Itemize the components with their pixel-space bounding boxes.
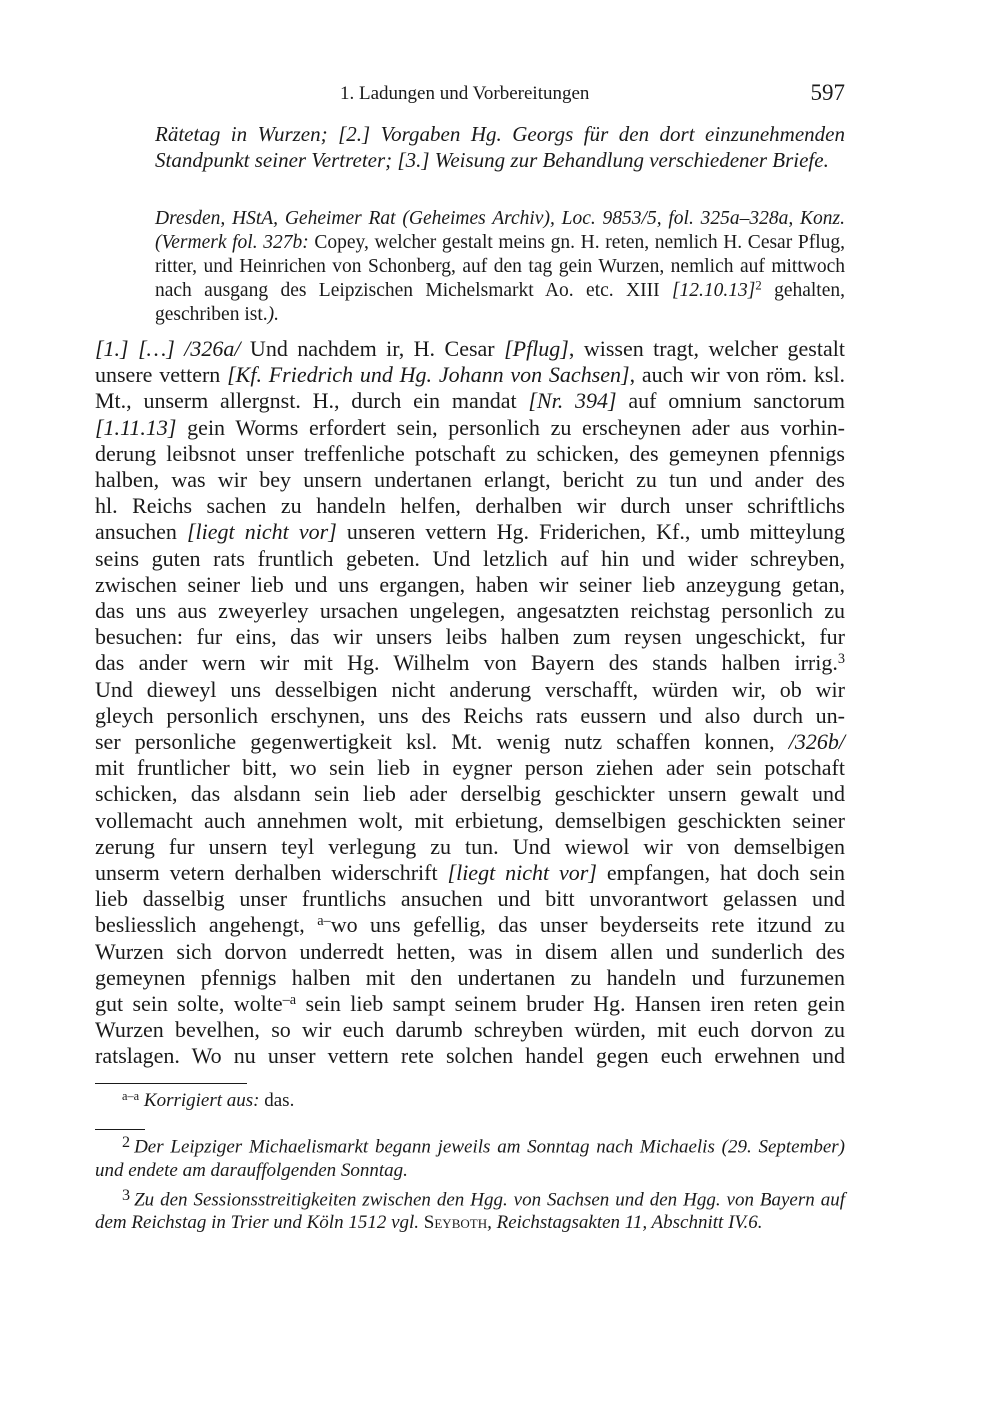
text-line: das uns aus zweyerley ursachen ungelegen, angesatzten reichstag personlich zu (95, 598, 845, 624)
text-line (95, 991, 845, 1017)
main-text (95, 336, 845, 1070)
text-line: gemeynen pfennigs halben mit den undertanen zu handeln und furzunemen (95, 964, 845, 990)
text-run: empfangen, hat doch sein (596, 860, 845, 886)
text-line (95, 388, 845, 414)
text-line: Wurzen bevelhen, so wir euch darumb schreyben würden, mit euch dorvon zu (95, 1017, 845, 1043)
text-run: besliesslich angehengt, (95, 912, 318, 938)
critical-text: das. (259, 1090, 295, 1111)
critical-apparatus-rule (95, 1083, 247, 1084)
text-run: ansuchen (95, 519, 187, 545)
critical-mark-close[interactable]: –a (282, 991, 297, 1008)
text-run: , auch wir von röm. ksl. (629, 362, 846, 388)
editorial-insert: [liegt nicht vor] (447, 860, 597, 886)
text-line (95, 650, 845, 676)
text-line: lieb dasselbig unser fruntlichs ansuchen und bitt unvorantwort gelassen und (95, 886, 845, 912)
text-run: , wissen tragt, welcher gestalt (568, 336, 845, 361)
footnote-ref-3[interactable]: 3 (837, 651, 845, 668)
endorsement-text: Copey, welcher gestalt meins gn. H. reten, nemlich H. Cesar Pflug, ritter, und Heinrichen von Schonberg, auf den tag gein Wurzen, nemlich auf mittwoch nach ausgang des Leipzischen Michelsmarkt Ao. etc. XIII (155, 232, 845, 301)
text-line: Und dieweyl uns desselbigen nicht anderung verschafft, würden wir, ob wir (95, 676, 845, 702)
text-line (95, 912, 845, 938)
text-run: ser personliche gegenwertigkeit ksl. Mt. wenig nutz schaffen konnen, (95, 729, 789, 755)
footnote-text: Zu den Sessionsstreitigkeiten zwischen den Hgg. von Sachsen und den Hgg. von Bayern auf dem Reichstag in Trier und Köln 1512 vgl. (95, 1189, 845, 1234)
text-run: unseren vettern Hg. Friderichen, Kf., umb mitteylung (336, 519, 846, 545)
text-line (95, 860, 845, 886)
endorsement-tail: gehalten, geschriben ist. (155, 280, 845, 325)
date-annotation: [12.10.13] (671, 280, 756, 301)
text-run: unserm vetern derhalben widerschrift (95, 860, 448, 886)
editorial-insert: [liegt nicht vor] (186, 519, 337, 545)
footnote-text: Der Leipziger Michaelismarkt begann jeweils am Sonntag nach Michaelis (29. September) und endete am darauffolgenden Sonntag. (95, 1136, 845, 1181)
text-run: gein Worms erfordert sein, personlich zu erscheynen ader aus vorhin- (176, 414, 845, 440)
footnote-ref-2[interactable]: 2 (755, 278, 762, 293)
text-line (95, 519, 845, 545)
text-line: mit fruntlicher bitt, wo sein lieb in eygner person ziehen ader sein potschaft (95, 755, 845, 781)
text-line: zerung fur unsern teyl verlegung zu tun. Und wiewol wir von demselbigen (95, 833, 845, 859)
document-regest: Rätetag in Wurzen; [2.] Vorgaben Hg. Georgs für den dort einzunehmenden Standpunkt seiner Vertreter; [3.] Weisung zur Behandlung verschiedener Briefe. (155, 122, 845, 172)
text-line (95, 362, 845, 388)
critical-label: Korrigiert aus: (143, 1090, 260, 1111)
critical-apparatus (122, 1089, 294, 1113)
text-run: Mt., unserm allergnst. H., durch ein mandat (95, 388, 529, 414)
text-run: das ander wern wir mit Hg. Wilhelm von Bayern des stands halben irrig. (95, 650, 838, 676)
editorial-insert: [1.11.13] (95, 414, 177, 440)
text-line: halben, was wir bey unsern undertanen erlangt, bericht zu tun und ander des (95, 467, 845, 493)
text-line: ratslagen. Wo nu unser vettern rete solchen handel gegen euch erwehnen und (95, 1043, 845, 1069)
text-line: seins guten rats fruntlich gebeten. Und letzlich auf hin und wider schreyben, (95, 545, 845, 571)
text-run: auf omnium sanctorum (616, 388, 845, 414)
archive-reference: Dresden, HStA, Geheimer Rat (Geheimes Archiv), Loc. 9853/5, fol. 325a–328a, Konz. (Vermerk fol. 327b: (155, 208, 845, 253)
text-line: besuchen: fur eins, das wir unsers leibs halben zum reysen ungeschickt, fur (95, 624, 845, 650)
text-line: gleych personlich erschynen, uns des Reichs rats eussern und also durch un- (95, 702, 845, 728)
text-line: derung leibsnot unser treffenliche potschaft zu schicken, des gemeynen pfennigs (95, 440, 845, 466)
running-title: 1. Ladungen und Vorbereitungen (340, 83, 590, 104)
text-line (95, 729, 845, 755)
footnote-number: 3 (122, 1186, 131, 1204)
folio-marker: /326b/ (788, 729, 845, 755)
footnote-number: 2 (122, 1134, 131, 1151)
footnote-3 (95, 1184, 845, 1235)
footnote-text: , Reichstagsakten 11, Abschnitt IV.6. (487, 1212, 763, 1234)
endorsement-close: ). (267, 304, 280, 325)
text-line (95, 415, 845, 441)
text-line: vollemacht auch annehmen wolt, mit erbietung, demselbigen geschickten seiner (95, 807, 845, 833)
folio-marker: [1.] […] /326a/ (95, 336, 241, 361)
text-run: wo uns gefellig, das unser beyderseits rete itzund zu (330, 912, 845, 938)
text-line: hl. Reichs sachen zu handeln helfen, derhalben wir durch unser schriftlichs (95, 493, 845, 519)
page-header (95, 80, 845, 110)
footnotes (95, 1131, 845, 1236)
text-line (95, 336, 845, 362)
footnote-author: Seyboth (423, 1212, 488, 1234)
text-run: unsere vettern (95, 362, 228, 388)
source-note (155, 207, 845, 327)
editorial-insert: [Kf. Friedrich und Hg. Johann von Sachsen] (227, 362, 630, 388)
text-run: sein lieb sampt seinem bruder Hg. Hansen iren reten gein (296, 991, 845, 1017)
page-number: 597 (810, 80, 845, 105)
footnote-rule (95, 1129, 145, 1130)
text-run: gut sein solte, wolte (95, 991, 283, 1017)
critical-mark-open[interactable]: a– (317, 913, 331, 930)
text-line: Wurzen sich dorvon underredt hetten, was in disem allen und sunderlich des (95, 938, 845, 964)
editorial-insert: [Pflug] (504, 336, 569, 361)
editorial-insert: [Nr. 394] (528, 388, 617, 414)
footnote-2 (95, 1131, 845, 1182)
text-run: Und nachdem ir, H. Cesar (240, 336, 505, 361)
critical-mark: a–a (122, 1088, 140, 1103)
text-line: zwischen seiner lieb und uns ergangen, haben wir seiner lieb anzeygung getan, (95, 571, 845, 597)
text-line: schicken, das alsdann sein lieb ader derselbig geschickter unsern gewalt und (95, 781, 845, 807)
